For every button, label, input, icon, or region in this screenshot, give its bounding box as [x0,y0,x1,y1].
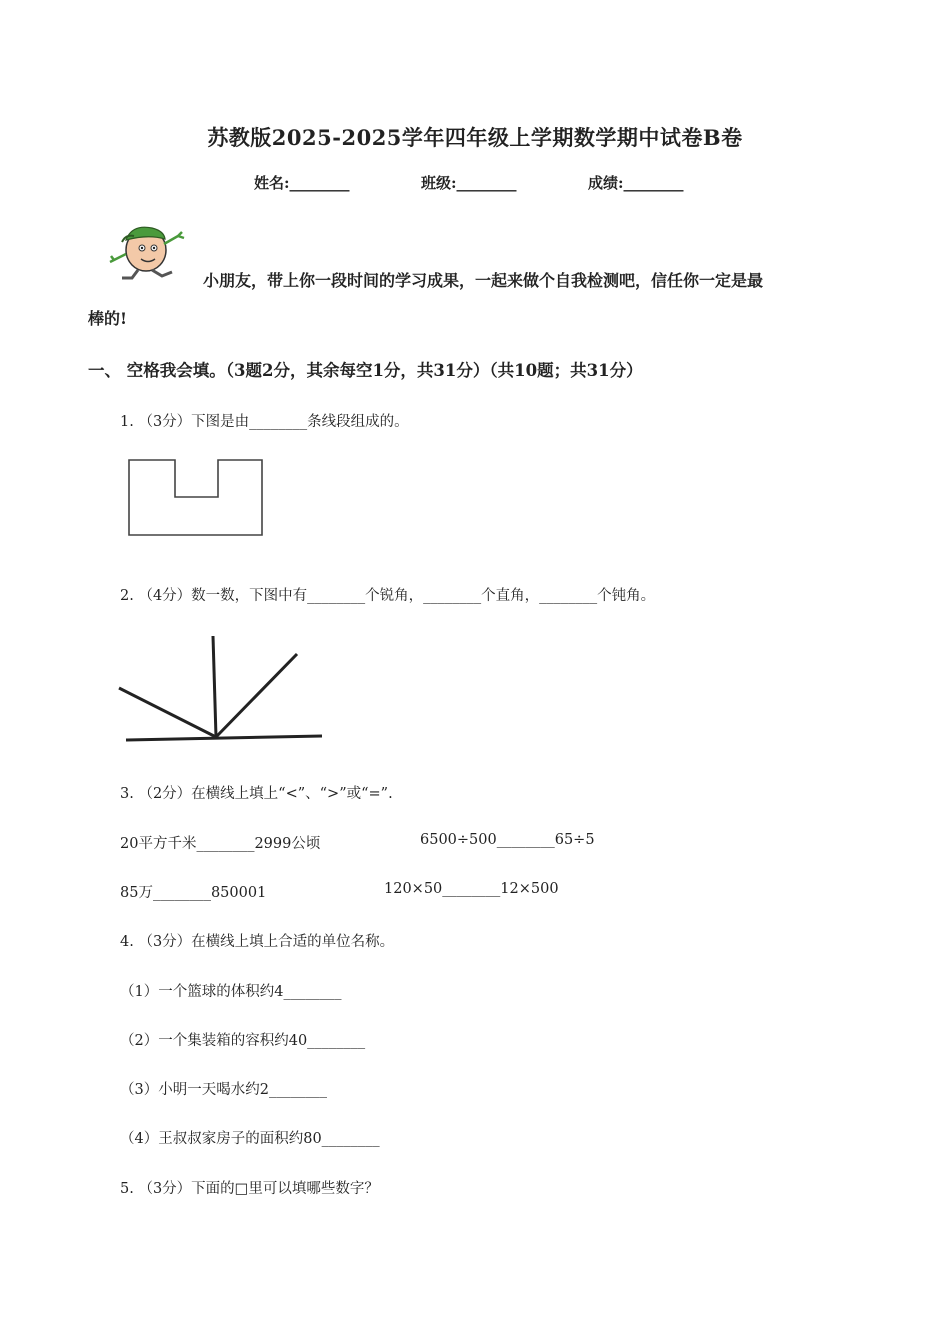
question-3-item-b: 6500÷500________65÷5 [420,832,595,848]
section-1-heading: 一、 空格我会填。（3题2分，其余每空1分，共31分）（共10题；共31分） [88,361,643,380]
question-3-item-a: 20平方千米________2999公顷 [120,836,321,852]
score-field: 成绩:________ [588,174,684,192]
page-title: 苏教版2025-2025学年四年级上学期数学期中试卷B卷 [207,125,743,150]
question-4-item-4: （4）王叔叔家房子的面积约80________ [120,1131,380,1147]
class-field: 班级:________ [421,174,517,192]
question-4-item-1: （1）一个篮球的体积约4________ [120,984,342,1000]
question-1: 1. （3分）下图是由________条线段组成的。 [120,414,409,430]
greeting-line-1: 小朋友，带上你一段时间的学习成果，一起来做个自我检测吧，信任你一定是最 [203,271,764,290]
question-4: 4. （3分）在横线上填上合适的单位名称。 [120,934,395,950]
greeting-line-2: 棒的! [88,309,128,328]
cartoon-boy-illustration [108,222,190,284]
question-4-item-2: （2）一个集装箱的容积约40________ [120,1033,366,1049]
question-3: 3. （2分）在横线上填上“<”、“>”或“=”. [120,786,393,802]
line-segment-figure [126,458,266,538]
question-4-item-3: （3）小明一天喝水约2________ [120,1082,327,1098]
angle-figure [116,628,331,748]
question-2: 2. （4分）数一数，下图中有________个锐角，________个直角，________个钝角。 [120,588,656,604]
question-5: 5. （3分）下面的□里可以填哪些数字？ [120,1181,379,1197]
question-3-item-c: 85万________850001 [120,885,267,901]
question-3-item-d: 120×50________12×500 [384,881,559,897]
name-field: 姓名:________ [254,174,350,192]
